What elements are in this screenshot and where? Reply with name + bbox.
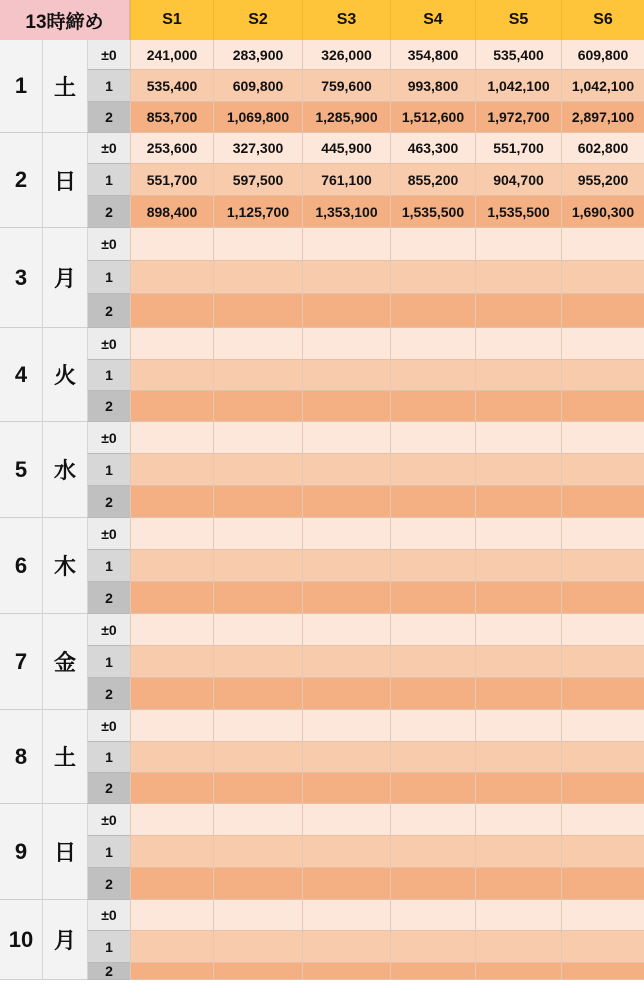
table-cell[interactable]	[213, 294, 302, 328]
table-cell[interactable]	[130, 931, 213, 963]
table-cell[interactable]: 445,900	[302, 133, 390, 164]
column-header-s1: S1	[130, 0, 213, 40]
table-cell[interactable]	[475, 360, 561, 391]
table-cell[interactable]	[302, 614, 390, 646]
level-label: 2	[87, 582, 130, 614]
day-number: 6	[0, 518, 43, 614]
table-cell[interactable]	[390, 836, 475, 868]
table-cell[interactable]: 1,285,900	[302, 102, 390, 133]
table-cell[interactable]	[130, 550, 213, 582]
level-label: 1	[87, 360, 130, 391]
table-cell[interactable]	[302, 294, 390, 328]
table-cell[interactable]	[130, 868, 213, 900]
table-cell[interactable]	[390, 550, 475, 582]
level-label: ±0	[87, 422, 130, 454]
table-cell[interactable]	[302, 868, 390, 900]
table-cell[interactable]: 761,100	[302, 164, 390, 196]
table-cell[interactable]	[213, 773, 302, 804]
table-cell[interactable]	[302, 773, 390, 804]
column-header-s5: S5	[475, 0, 561, 40]
table-cell[interactable]: 1,535,500	[475, 196, 561, 228]
table-cell[interactable]	[390, 518, 475, 550]
table-cell[interactable]	[130, 742, 213, 773]
table-cell[interactable]	[130, 900, 213, 931]
table-title: 13時締め	[0, 0, 130, 40]
table-cell[interactable]	[561, 900, 644, 931]
table-cell[interactable]	[561, 773, 644, 804]
table-cell[interactable]	[302, 963, 390, 980]
table-cell[interactable]: 955,200	[561, 164, 644, 196]
table-cell[interactable]	[130, 963, 213, 980]
table-cell[interactable]	[475, 804, 561, 836]
level-label: 1	[87, 742, 130, 773]
table-cell[interactable]	[213, 518, 302, 550]
table-cell[interactable]	[130, 773, 213, 804]
level-label: 1	[87, 931, 130, 963]
weekday-label: 月	[43, 228, 87, 328]
level-label: 2	[87, 963, 130, 980]
table-cell[interactable]	[130, 646, 213, 678]
table-cell[interactable]	[475, 773, 561, 804]
table-cell[interactable]	[561, 742, 644, 773]
table-cell[interactable]	[302, 646, 390, 678]
level-label: 1	[87, 70, 130, 102]
table-cell[interactable]	[561, 678, 644, 710]
table-cell[interactable]	[302, 742, 390, 773]
table-cell[interactable]	[475, 294, 561, 328]
level-label: ±0	[87, 328, 130, 360]
weekday-label: 火	[43, 328, 87, 422]
table-cell[interactable]	[390, 228, 475, 261]
table-cell[interactable]	[213, 360, 302, 391]
table-cell[interactable]: 1,042,100	[475, 70, 561, 102]
level-label: ±0	[87, 710, 130, 742]
table-cell[interactable]: 253,600	[130, 133, 213, 164]
level-label: 2	[87, 486, 130, 518]
day-number: 3	[0, 228, 43, 328]
table-cell[interactable]	[561, 646, 644, 678]
table-cell[interactable]	[390, 486, 475, 518]
table-cell[interactable]	[130, 804, 213, 836]
table-cell[interactable]	[561, 963, 644, 980]
table-cell[interactable]	[561, 931, 644, 963]
table-cell[interactable]	[475, 454, 561, 486]
weekday-label: 木	[43, 518, 87, 614]
table-cell[interactable]	[213, 646, 302, 678]
table-cell[interactable]: 597,500	[213, 164, 302, 196]
table-cell[interactable]	[390, 710, 475, 742]
table-cell[interactable]: 551,700	[475, 133, 561, 164]
table-cell[interactable]	[302, 360, 390, 391]
table-cell[interactable]	[475, 391, 561, 422]
table-cell[interactable]	[390, 294, 475, 328]
table-cell[interactable]	[390, 328, 475, 360]
table-cell[interactable]	[130, 328, 213, 360]
table-cell[interactable]	[302, 900, 390, 931]
level-label: 1	[87, 454, 130, 486]
level-label: 1	[87, 550, 130, 582]
table-cell[interactable]	[213, 261, 302, 294]
table-cell[interactable]	[302, 804, 390, 836]
table-cell[interactable]	[130, 294, 213, 328]
weekday-label: 金	[43, 614, 87, 710]
table-cell[interactable]: 241,000	[130, 40, 213, 70]
table-cell[interactable]	[390, 742, 475, 773]
table-cell[interactable]	[390, 454, 475, 486]
table-cell[interactable]	[213, 582, 302, 614]
table-cell[interactable]	[475, 900, 561, 931]
table-cell[interactable]	[390, 582, 475, 614]
table-cell[interactable]: 283,900	[213, 40, 302, 70]
table-cell[interactable]: 1,972,700	[475, 102, 561, 133]
table-cell[interactable]: 535,400	[475, 40, 561, 70]
table-cell[interactable]	[561, 804, 644, 836]
table-cell[interactable]	[561, 836, 644, 868]
table-cell[interactable]	[130, 360, 213, 391]
table-cell[interactable]: 1,512,600	[390, 102, 475, 133]
table-cell[interactable]	[561, 391, 644, 422]
table-cell[interactable]	[390, 900, 475, 931]
table-cell[interactable]	[561, 582, 644, 614]
table-cell[interactable]	[561, 614, 644, 646]
table-cell[interactable]	[130, 836, 213, 868]
table-cell[interactable]	[213, 678, 302, 710]
table-cell[interactable]	[213, 614, 302, 646]
table-cell[interactable]: 354,800	[390, 40, 475, 70]
table-cell[interactable]	[475, 742, 561, 773]
table-cell[interactable]	[475, 228, 561, 261]
column-header-s2: S2	[213, 0, 302, 40]
table-cell[interactable]	[302, 228, 390, 261]
weekday-label: 土	[43, 710, 87, 804]
level-label: ±0	[87, 804, 130, 836]
table-cell[interactable]	[302, 582, 390, 614]
table-cell[interactable]	[302, 710, 390, 742]
day-number: 10	[0, 900, 43, 980]
day-number: 9	[0, 804, 43, 900]
table-cell[interactable]	[475, 614, 561, 646]
level-label: ±0	[87, 40, 130, 70]
table-cell[interactable]	[130, 614, 213, 646]
table-cell[interactable]	[475, 710, 561, 742]
level-label: 2	[87, 196, 130, 228]
table-cell[interactable]	[561, 294, 644, 328]
table-cell[interactable]: 853,700	[130, 102, 213, 133]
table-cell[interactable]: 1,069,800	[213, 102, 302, 133]
column-header-s3: S3	[302, 0, 390, 40]
day-number: 2	[0, 133, 43, 228]
table-cell[interactable]: 609,800	[213, 70, 302, 102]
table-cell[interactable]: 602,800	[561, 133, 644, 164]
table-cell[interactable]	[302, 391, 390, 422]
table-cell[interactable]	[561, 868, 644, 900]
level-label: ±0	[87, 614, 130, 646]
level-label: 2	[87, 678, 130, 710]
table-cell[interactable]	[213, 454, 302, 486]
table-cell[interactable]	[130, 422, 213, 454]
table-cell[interactable]	[213, 550, 302, 582]
table-cell[interactable]	[390, 804, 475, 836]
table-cell[interactable]: 1,690,300	[561, 196, 644, 228]
weekday-label: 日	[43, 133, 87, 228]
weekday-label: 月	[43, 900, 87, 980]
table-cell[interactable]: 609,800	[561, 40, 644, 70]
table-cell[interactable]: 2,897,100	[561, 102, 644, 133]
weekday-label: 土	[43, 40, 87, 133]
level-label: 2	[87, 294, 130, 328]
table-cell[interactable]	[302, 550, 390, 582]
table-cell[interactable]	[213, 228, 302, 261]
table-cell[interactable]	[302, 328, 390, 360]
level-label: ±0	[87, 518, 130, 550]
level-label: 1	[87, 836, 130, 868]
table-cell[interactable]	[475, 328, 561, 360]
table-cell[interactable]: 535,400	[130, 70, 213, 102]
table-cell[interactable]	[130, 261, 213, 294]
table-cell[interactable]: 898,400	[130, 196, 213, 228]
level-label: ±0	[87, 133, 130, 164]
table-cell[interactable]	[561, 486, 644, 518]
table-cell[interactable]	[302, 454, 390, 486]
level-label: 1	[87, 261, 130, 294]
table-cell[interactable]	[475, 582, 561, 614]
table-cell[interactable]	[561, 360, 644, 391]
day-number: 8	[0, 710, 43, 804]
table-cell[interactable]	[302, 836, 390, 868]
table-cell[interactable]	[475, 931, 561, 963]
table-cell[interactable]	[475, 518, 561, 550]
level-label: 2	[87, 773, 130, 804]
table-cell[interactable]	[302, 261, 390, 294]
table-cell[interactable]: 551,700	[130, 164, 213, 196]
table-cell[interactable]	[561, 328, 644, 360]
table-cell[interactable]	[390, 773, 475, 804]
table-cell[interactable]	[475, 836, 561, 868]
table-cell[interactable]	[213, 900, 302, 931]
table-cell[interactable]	[302, 518, 390, 550]
table-cell[interactable]	[213, 931, 302, 963]
table-cell[interactable]	[561, 228, 644, 261]
table-cell[interactable]	[390, 868, 475, 900]
table-cell[interactable]	[561, 261, 644, 294]
table-cell[interactable]: 1,353,100	[302, 196, 390, 228]
table-cell[interactable]	[390, 646, 475, 678]
table-cell[interactable]: 1,125,700	[213, 196, 302, 228]
weekday-label: 水	[43, 422, 87, 518]
table-cell[interactable]: 855,200	[390, 164, 475, 196]
column-header-s6: S6	[561, 0, 644, 40]
table-cell[interactable]	[302, 931, 390, 963]
table-cell[interactable]	[213, 868, 302, 900]
level-label: ±0	[87, 900, 130, 931]
table-cell[interactable]	[390, 391, 475, 422]
table-cell[interactable]	[213, 963, 302, 980]
table-cell[interactable]: 904,700	[475, 164, 561, 196]
table-cell[interactable]	[390, 360, 475, 391]
table-cell[interactable]	[130, 486, 213, 518]
table-cell[interactable]	[390, 678, 475, 710]
table-cell[interactable]	[561, 422, 644, 454]
table-cell[interactable]	[213, 328, 302, 360]
table-cell[interactable]	[561, 454, 644, 486]
column-header-s4: S4	[390, 0, 475, 40]
level-label: ±0	[87, 228, 130, 261]
level-label: 1	[87, 646, 130, 678]
table-cell[interactable]	[390, 931, 475, 963]
table-cell[interactable]	[130, 228, 213, 261]
table-cell[interactable]: 1,535,500	[390, 196, 475, 228]
level-label: 2	[87, 868, 130, 900]
table-cell[interactable]	[213, 486, 302, 518]
weekday-label: 日	[43, 804, 87, 900]
day-number: 7	[0, 614, 43, 710]
table-cell[interactable]	[302, 486, 390, 518]
table-cell[interactable]	[302, 678, 390, 710]
table-cell[interactable]	[475, 646, 561, 678]
day-number: 5	[0, 422, 43, 518]
level-label: 1	[87, 164, 130, 196]
table-cell[interactable]: 326,000	[302, 40, 390, 70]
table-cell[interactable]	[561, 518, 644, 550]
table-cell[interactable]	[475, 678, 561, 710]
table-cell[interactable]	[390, 614, 475, 646]
day-number: 1	[0, 40, 43, 133]
table-cell[interactable]	[475, 963, 561, 980]
table-cell[interactable]	[213, 742, 302, 773]
level-label: 2	[87, 391, 130, 422]
table-cell[interactable]	[475, 261, 561, 294]
table-cell[interactable]	[130, 710, 213, 742]
level-label: 2	[87, 102, 130, 133]
table-cell[interactable]	[213, 836, 302, 868]
table-cell[interactable]	[213, 422, 302, 454]
table-cell[interactable]: 1,042,100	[561, 70, 644, 102]
table-cell[interactable]	[561, 550, 644, 582]
table-cell[interactable]	[130, 518, 213, 550]
day-number: 4	[0, 328, 43, 422]
table-cell[interactable]	[561, 710, 644, 742]
table-cell[interactable]	[475, 550, 561, 582]
table-cell[interactable]: 759,600	[302, 70, 390, 102]
table-cell[interactable]	[475, 422, 561, 454]
table-cell[interactable]	[475, 486, 561, 518]
table-cell[interactable]	[213, 710, 302, 742]
table-cell[interactable]	[130, 678, 213, 710]
table-cell[interactable]	[390, 261, 475, 294]
table-cell[interactable]	[213, 804, 302, 836]
table-cell[interactable]	[390, 963, 475, 980]
table-cell[interactable]: 327,300	[213, 133, 302, 164]
table-cell[interactable]	[390, 422, 475, 454]
table-cell[interactable]: 463,300	[390, 133, 475, 164]
table-cell[interactable]	[130, 582, 213, 614]
table-cell[interactable]	[302, 422, 390, 454]
table-cell[interactable]	[130, 391, 213, 422]
table-cell[interactable]: 993,800	[390, 70, 475, 102]
table-cell[interactable]	[130, 454, 213, 486]
table-cell[interactable]	[475, 868, 561, 900]
table-cell[interactable]	[213, 391, 302, 422]
